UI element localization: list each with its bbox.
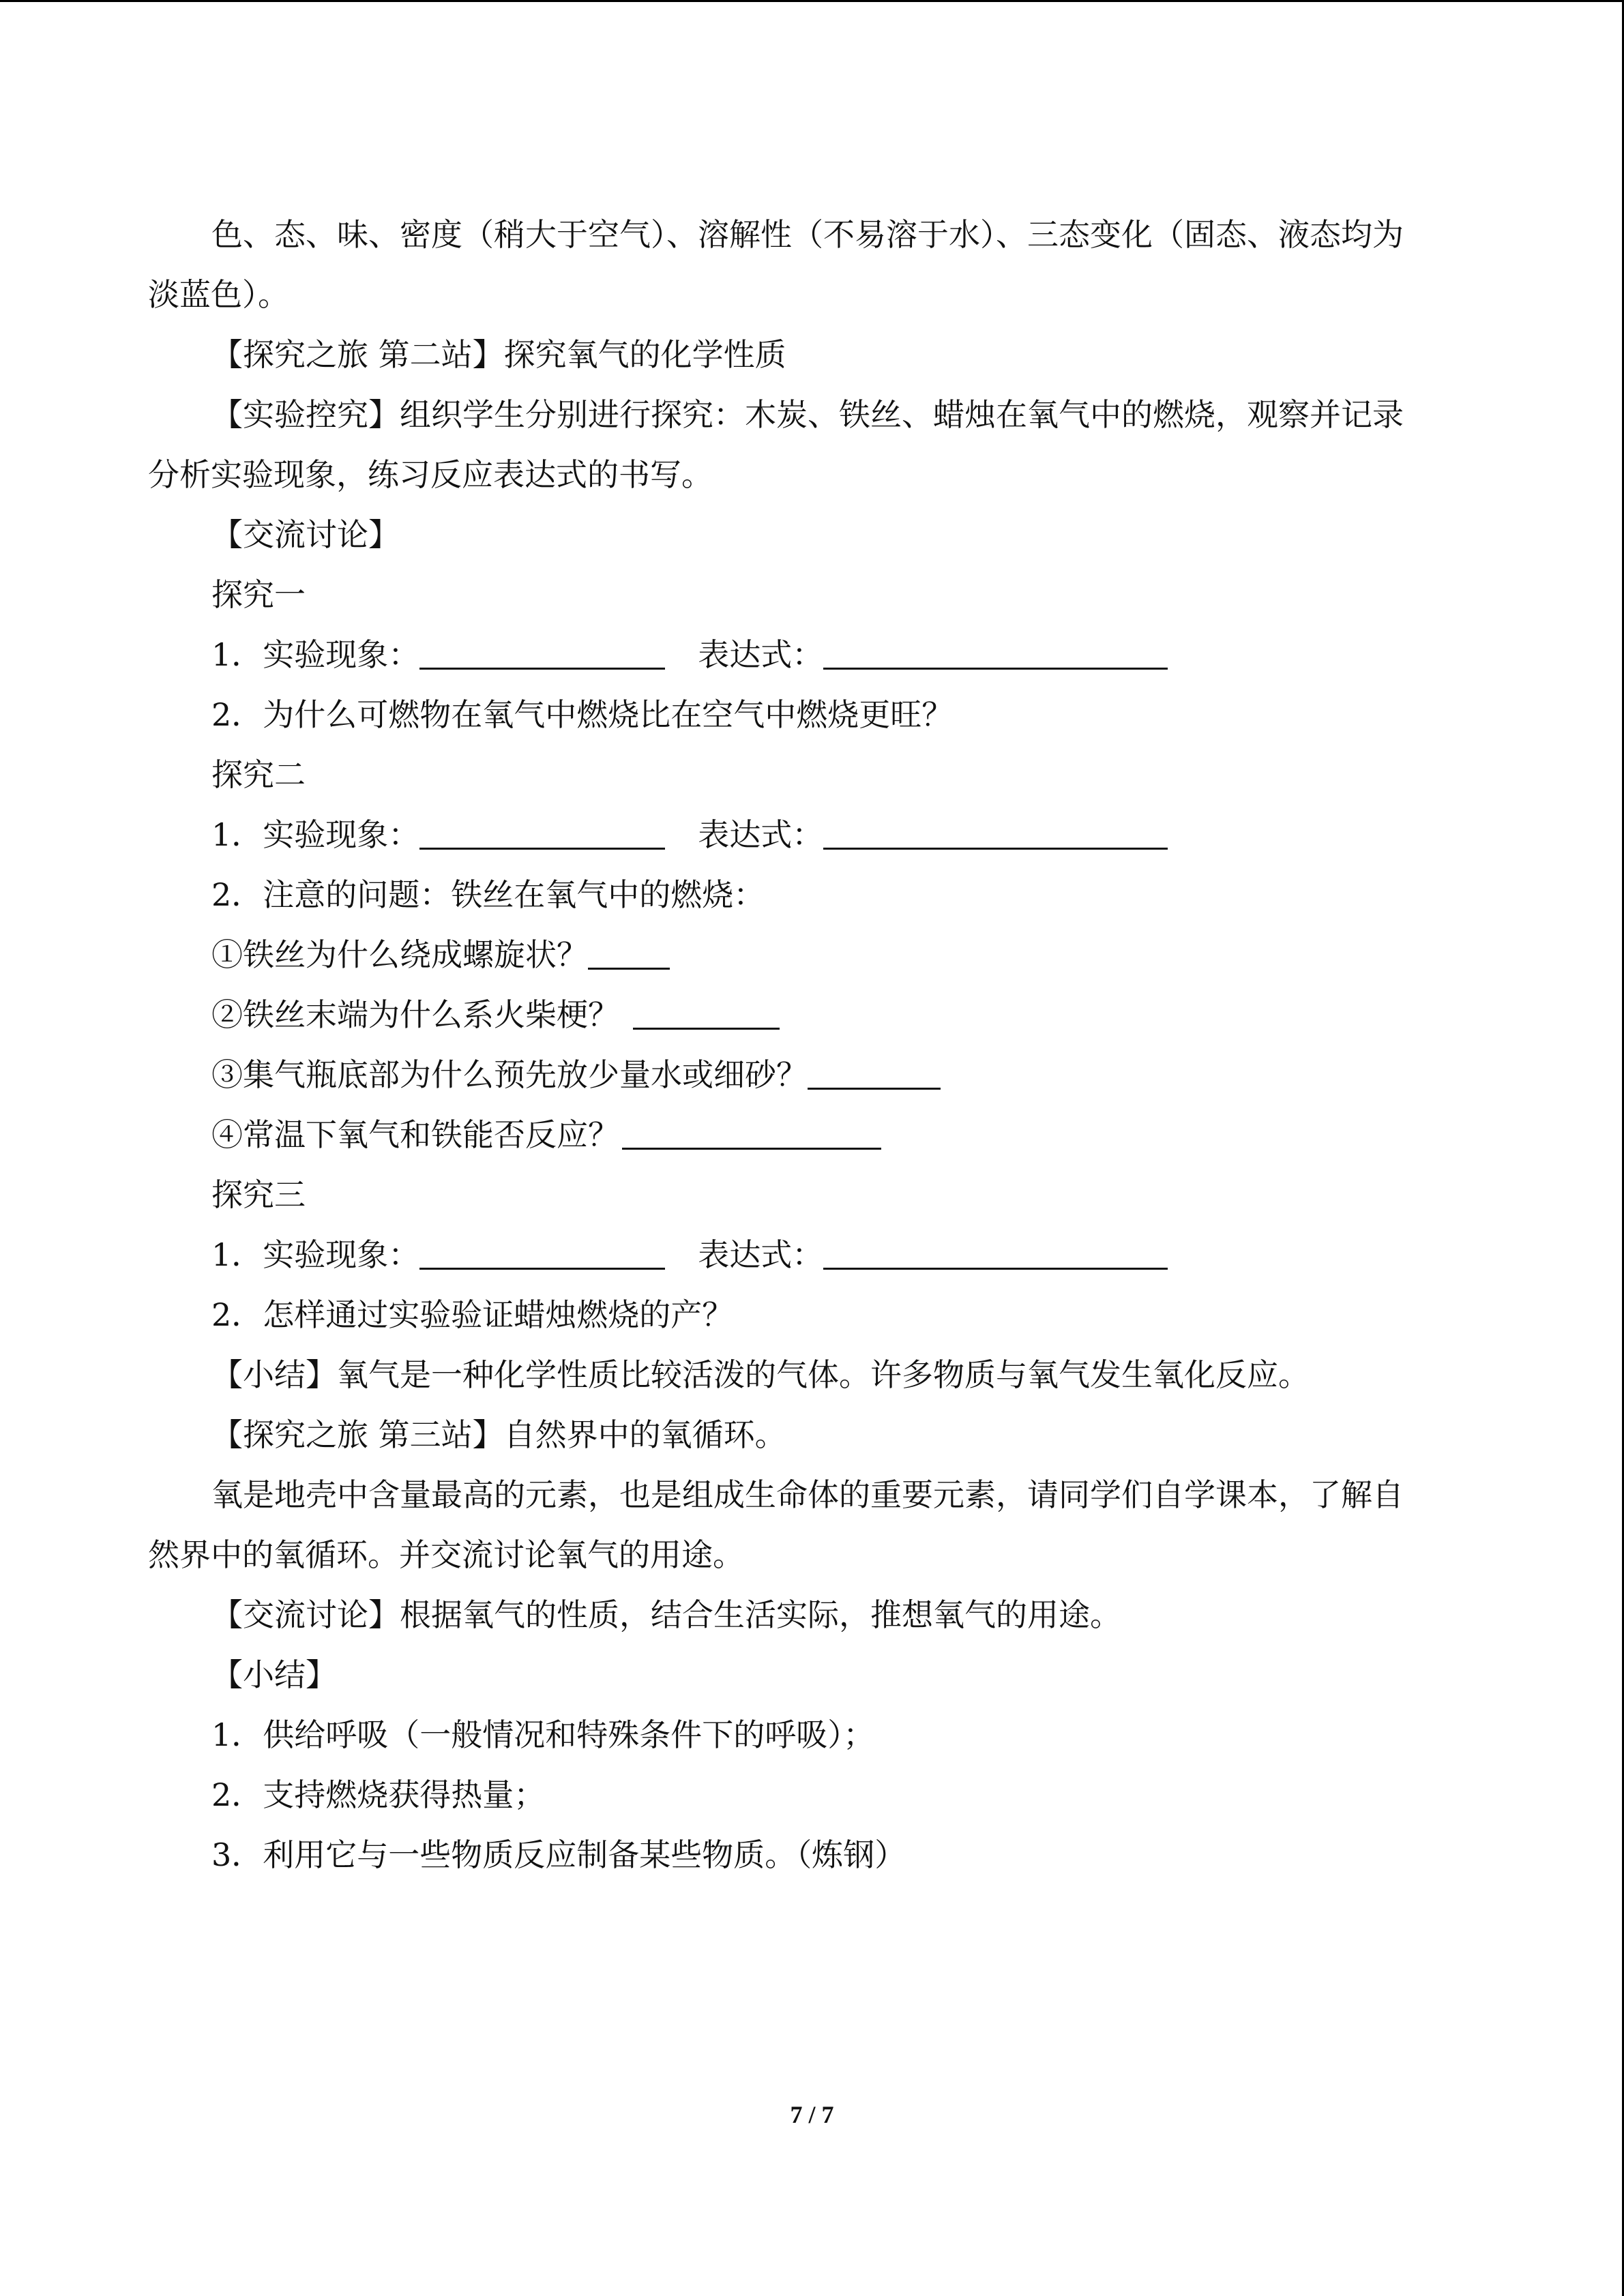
phenomenon-blank[interactable] <box>419 631 665 670</box>
page-number: 7 / 7 <box>790 2101 834 2128</box>
exploration-two-title: 探究二 <box>211 756 306 793</box>
answer-blank[interactable] <box>588 931 670 970</box>
answer-blank[interactable] <box>808 1051 941 1090</box>
use-item-3: 3．利用它与一些物质反应制备某些物质。（炼钢） <box>211 1836 906 1873</box>
exploration-three-question-2: 2．怎样通过实验验证蜡烛燃烧的产？ <box>211 1296 734 1333</box>
exploration-three-title: 探究三 <box>211 1176 306 1213</box>
heading-discussion: 【交流讨论】 <box>211 516 400 553</box>
exploration-two-sub-4 <box>148 1105 1458 1165</box>
exploration-three-question-1 <box>148 1225 1458 1285</box>
expression-label: 表达式： <box>698 816 824 853</box>
phenomenon-label: 1．实验现象： <box>211 1236 420 1273</box>
exploration-two-question-1 <box>148 805 1458 865</box>
summary-chemical-properties: 【小结】氧气是一种化学性质比较活泼的气体。许多物质与氧气发生氧化反应。 <box>211 1356 1310 1393</box>
exploration-two-sub-3 <box>148 1045 1458 1105</box>
sub-question-text: ④常温下氧气和铁能否反应？ <box>211 1116 619 1153</box>
use-item-2: 2．支持燃烧获得热量； <box>211 1776 546 1813</box>
use-item-1: 1．供给呼吸（一般情况和特殊条件下的呼吸）； <box>211 1716 875 1753</box>
paragraph-experiment-line1: 【实验控究】组织学生分别进行探究：木炭、铁丝、蜡烛在氧气中的燃烧，观察并记录 <box>211 396 1404 433</box>
sub-question-text: ②铁丝末端为什么系火柴梗？ <box>211 996 619 1033</box>
summary-title: 【小结】 <box>211 1656 337 1693</box>
expression-label: 表达式： <box>698 1236 824 1273</box>
phenomenon-blank[interactable] <box>419 1231 665 1270</box>
exploration-one-title: 探究一 <box>211 576 306 613</box>
exploration-two-sub-2 <box>148 985 1458 1045</box>
exploration-one-question-1 <box>148 625 1458 685</box>
phenomenon-label: 1．实验现象： <box>211 636 420 673</box>
expression-label: 表达式： <box>698 636 824 673</box>
paragraph-experiment-line2: 分析实验现象，练习反应表达式的书写。 <box>148 456 713 493</box>
page-frame-top <box>0 0 1624 2</box>
phenomenon-blank[interactable] <box>419 811 665 850</box>
heading-station-three: 【探究之旅 第三站】自然界中的氧循环。 <box>211 1416 786 1453</box>
exploration-two-question-2: 2．注意的问题：铁丝在氧气中的燃烧： <box>211 876 765 913</box>
answer-blank[interactable] <box>633 991 780 1030</box>
discussion-oxygen-uses: 【交流讨论】根据氧气的性质，结合生活实际，推想氧气的用途。 <box>211 1596 1121 1633</box>
sub-question-text: ③集气瓶底部为什么预先放少量水或细砂？ <box>211 1056 808 1093</box>
expression-blank[interactable] <box>823 811 1168 850</box>
paragraph-properties-line1: 色、态、味、密度（稍大于空气）、溶解性（不易溶于水）、三态变化（固态、液态均为 <box>211 216 1404 253</box>
exploration-one-question-2: 2．为什么可燃物在氧气中燃烧比在空气中燃烧更旺？ <box>211 696 954 733</box>
paragraph-properties-line2: 淡蓝色）。 <box>148 276 289 313</box>
paragraph-oxygen-cycle-line1: 氧是地壳中含量最高的元素，也是组成生命体的重要元素，请同学们自学课本，了解自 <box>211 1476 1404 1513</box>
answer-blank[interactable] <box>622 1111 881 1150</box>
document-body <box>148 205 1458 1885</box>
exploration-two-sub-1 <box>148 925 1458 985</box>
heading-station-two: 【探究之旅 第二站】探究氧气的化学性质 <box>211 336 786 373</box>
expression-blank[interactable] <box>823 631 1168 670</box>
expression-blank[interactable] <box>823 1231 1168 1270</box>
paragraph-oxygen-cycle-line2: 然界中的氧循环。并交流讨论氧气的用途。 <box>148 1536 744 1573</box>
phenomenon-label: 1．实验现象： <box>211 816 420 853</box>
sub-question-text: ①铁丝为什么绕成螺旋状？ <box>211 936 588 973</box>
